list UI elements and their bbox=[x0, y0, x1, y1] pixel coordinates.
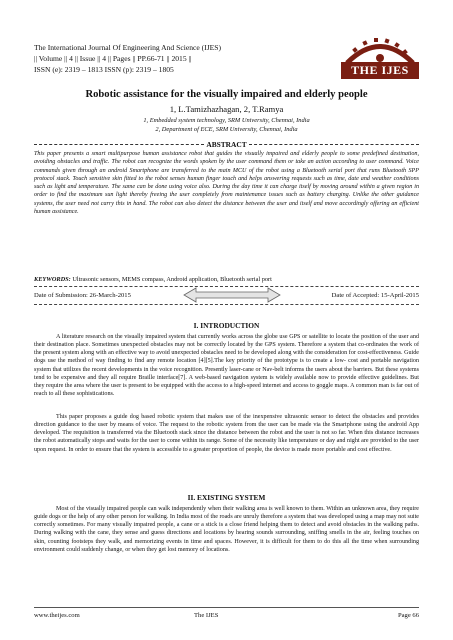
abstract-heading: ABSTRACT bbox=[206, 140, 247, 149]
existing-paragraph-1: Most of the visually impaired people can walk independently when their walking area is well known to them. Within an unknown area, they require guide dogs or the help of any other person for walking. In India most of the roads are unruly therefore a system that was developed using a map may not suite correctly sometimes. For many visually impaired people, a cane or a stick is a close friend helping them to detect and avoid obstacles in the walking paths. During walking with the cane, they sense and guess directions and locations by hearing sounds surrounding, sniffing smells in the air, feeling touches on skin, counting footsteps they walk, and memorizing events in time and spaces. However, it is difficult for them to do this all the time when surrounding environment could suddenly change, or when they get lost memory of locations. bbox=[34, 506, 419, 553]
divider bbox=[34, 304, 419, 305]
abstract-heading-row bbox=[34, 140, 419, 149]
footer-page-number: Page 66 bbox=[397, 612, 419, 619]
keywords-text: Ultrasonic sensors, MEMS compass, Android application, Bluetooth serial port bbox=[70, 276, 272, 283]
affiliations bbox=[0, 117, 453, 134]
gear-arch-icon bbox=[341, 36, 419, 64]
paper-authors: 1, L.Tamizhazhagan, 2, T.Ramya bbox=[169, 104, 284, 114]
intro-paragraph-2: This paper proposes a guide dog based robotic system that makes use of the inexpensive ultrasonic sensor to detect the obstacles and provides direction guidance to the user by means of voice. The request to the robotic system from the user can be made via the Smartphone using the android App developed. The requisition is transferred via the Bluetooth stack since the distance between the robot and the user is not so far. When this distance increases the robot automatically stops and waits for the user to come within its range. Some of the necessity like temperature or day and night are provided to the user upon request. In order to ensure that the system is accessible to a greater proportion of people, the device is made more portable and cost effective. bbox=[34, 414, 419, 453]
affiliation-2: 2, Department of ECE, SRM University, Chennai, India bbox=[155, 125, 298, 133]
logo-text: THE IJES bbox=[341, 62, 419, 79]
submission-date: Date of Submission: 26-March-2015 bbox=[34, 292, 131, 299]
footer-journal: The IJES bbox=[194, 612, 219, 619]
journal-name: The International Journal Of Engineering And Science (IJES) bbox=[34, 43, 222, 52]
journal-volume: || Volume || 4 || Issue || 4 || Pages || PP.66-71 || 2015 || bbox=[34, 54, 192, 63]
accepted-date: Date of Accepted: 15-April-2015 bbox=[331, 292, 419, 299]
journal-logo bbox=[341, 36, 419, 80]
keywords-label: KEYWORDS: bbox=[34, 276, 71, 283]
abstract-text: This paper presents a smart multipurpose human assistance robot that guides the visually impaired and elderly people to some predefined destination, avoiding obstacles and traffic. The robot can recognize the words spoken by the user command them or take an action according to user command. Voice commands given through an android Smartphone are transferred to the main MCU of the robot using a Bluetooth serial port that runs Bluetooth SPP protocol stack. Touch sensitive skin fitted to the robot senses human finger touch and helps answering requests such as time, date and weather conditions such as light and temperature. The same can be done using voice also. During the day time it can charge itself by moving around within a given region in order to find the maximum sun light thereby freeing the user completely from maintenance issues such as battery charging. Unlike the other guidance systems, the user need not carry this in hand. The robot can also detect the distance between the user and itself and move accordingly offering an efficient human assistance. bbox=[34, 151, 419, 216]
journal-header bbox=[34, 42, 221, 75]
divider bbox=[34, 144, 204, 145]
divider bbox=[34, 607, 419, 608]
double-arrow-icon bbox=[182, 287, 282, 303]
section-heading-existing-system: II. EXISTING SYSTEM bbox=[187, 493, 266, 502]
keywords-line bbox=[34, 276, 419, 283]
intro-paragraph-1: A literature research on the visually impaired system that currently works across the globe use GPS or satellite to locate the position of the user and their destination place. Sometimes unexpected obstacles may not be correctly located by the GPS system. Therefore a system that co-ordinates the work of the present system along with an effective way to avoid unexpected obstacles need to be developed along with the consideration for cost-effectiveness. Guide dogs use the method of way finding to find any remote location [4][5].The key priority of the prototype is to create a low- cost and portable navigation system that utilizes the recent developments in the voice recognition. Presently laser-cane or Nav-belt informs the users about the barriers. But these systems tend to be expensive and they all require Braille interface[7]. A web-based navigation system is widely available now to provide effective guidelines. But they require the area where the user is present to be equipped with the access to a high-speed internet and access to goggle maps. A common man is far out of reach to all these sophistications. bbox=[34, 334, 419, 398]
footer-website: www.theijes.com bbox=[34, 612, 80, 619]
journal-issn: ISSN (e): 2319 – 1813 ISSN (p): 2319 – 1805 bbox=[34, 65, 174, 74]
divider bbox=[249, 144, 419, 145]
section-heading-introduction: I. INTRODUCTION bbox=[193, 321, 260, 330]
affiliation-1: 1, Embedded system technology, SRM University, Chennai, India bbox=[143, 117, 310, 124]
paper-title: Robotic assistance for the visually impaired and elderly people bbox=[85, 89, 368, 100]
